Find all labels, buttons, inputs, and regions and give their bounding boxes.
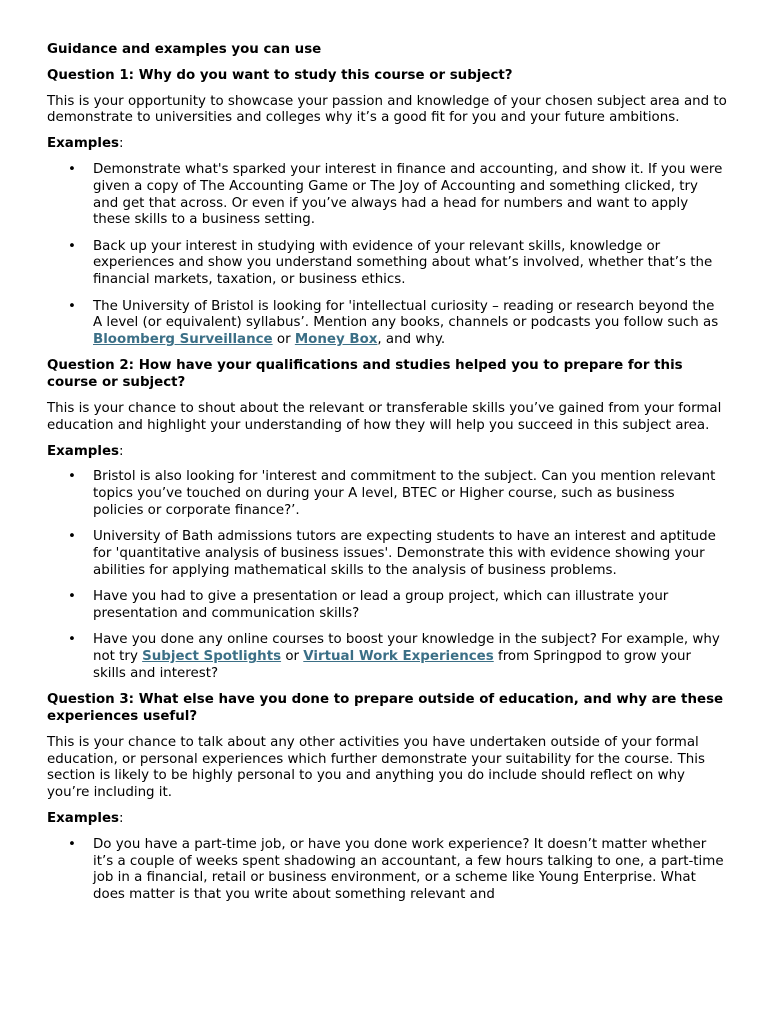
bullet-icon: • bbox=[68, 469, 76, 485]
list-item bbox=[47, 239, 727, 289]
bullet-icon: • bbox=[68, 836, 76, 852]
bloomberg-surveillance-link[interactable]: Bloomberg Surveillance bbox=[93, 332, 273, 348]
examples-label-text: Examples bbox=[47, 810, 120, 826]
money-box-link[interactable]: Money Box bbox=[294, 332, 378, 348]
bullet-icon: • bbox=[68, 161, 76, 177]
bullet-icon: • bbox=[68, 298, 76, 314]
list-item-text: Have you done any online courses to boost your knowledge in the subject? For example, why not try bbox=[93, 632, 720, 665]
list-item-text: The University of Bristol is looking for 'intellectual curiosity – reading or research beyond the A level (or equivalent) syllabus’. Mention any books, channels or podcasts you follow such as bbox=[93, 298, 719, 331]
question-2-intro: This is your chance to shout about the relevant or transferable skills you’ve gained from your formal education and highlight your understanding of how they will help you succeed in this subject area. bbox=[47, 401, 722, 433]
list-item bbox=[47, 589, 727, 623]
examples-label-2 bbox=[47, 444, 727, 461]
question-3-intro: This is your chance to talk about any other activities you have undertaken outside of your formal education, or personal experiences which further demonstrate your suitability for the course. This section is likely to be highly personal to you and anything you do include should reflect on why you’re including it. bbox=[47, 734, 705, 801]
document-body bbox=[47, 42, 727, 913]
examples-colon: : bbox=[119, 443, 124, 459]
list-item-text: or bbox=[272, 332, 295, 348]
list-item-text: or bbox=[281, 649, 304, 665]
question-3-title: Question 3: What else have you done to prepare outside of education, and why are these experiences useful? bbox=[47, 692, 724, 724]
bullet-icon: • bbox=[68, 529, 76, 545]
list-item-text: Back up your interest in studying with evidence of your relevant skills, knowledge or experiences and show you understand something about what’s involved, whether that’s the financial markets, taxation, or business ethics. bbox=[93, 238, 713, 288]
list-item-text: Bristol is also looking for 'interest and commitment to the subject. Can you mention relevant topics you’ve touched on during your A level, BTEC or Higher course, such as business policies or corporate finance?’. bbox=[93, 469, 716, 519]
question-1-title: Question 1: Why do you want to study this course or subject? bbox=[47, 67, 513, 83]
list-item bbox=[47, 632, 727, 682]
question-2-examples-list bbox=[47, 469, 727, 682]
list-item-text: Demonstrate what's sparked your interest in finance and accounting, and show it. If you were given a copy of The Accounting Game or The Joy of Accounting and something clicked, try and get that across. Or even if you’ve always had a head for numbers and want to apply these skills to a business setting. bbox=[93, 161, 723, 228]
question-1-intro: This is your opportunity to showcase your passion and knowledge of your chosen subject area and to demonstrate to universities and colleges why it’s a good fit for you and your future ambitions. bbox=[47, 93, 727, 126]
examples-colon: : bbox=[119, 810, 124, 826]
list-item-text: University of Bath admissions tutors are expecting students to have an interest and aptitude for 'quantitative analysis of business issues'. Demonstrate this with evidence showing your abilities for applying mathematical skills to the analysis of business problems. bbox=[93, 529, 716, 578]
list-item bbox=[47, 529, 727, 579]
examples-label-text: Examples bbox=[47, 443, 120, 459]
subject-spotlights-link[interactable]: Subject Spotlights bbox=[142, 649, 282, 665]
list-item-text: Do you have a part-time job, or have you done work experience? It doesn’t matter whether it’s a couple of weeks spent shadowing an accountant, a few hours talking to one, a part-time job in a financial, retail or business environment, or a scheme like Young Enterprise. What does matter is that you write about something relevant and bbox=[93, 836, 724, 903]
list-item-text: Have you had to give a presentation or lead a group project, which can illustrate your presentation and communication skills? bbox=[93, 589, 669, 622]
examples-colon: : bbox=[119, 136, 124, 152]
examples-label-1 bbox=[47, 136, 727, 153]
bullet-icon: • bbox=[68, 589, 76, 605]
question-2-title: Question 2: How have your qualifications and studies helped you to prepare for this course or subject? bbox=[47, 358, 683, 391]
examples-label-text: Examples bbox=[47, 136, 120, 152]
examples-label-3 bbox=[47, 811, 727, 828]
page-heading: Guidance and examples you can use bbox=[47, 42, 322, 57]
list-item-text: , and why. bbox=[377, 332, 446, 348]
list-item bbox=[47, 162, 727, 229]
bullet-icon: • bbox=[68, 632, 76, 648]
list-item bbox=[47, 469, 727, 519]
virtual-work-experiences-link[interactable]: Virtual Work Experiences bbox=[303, 649, 494, 665]
list-item-text: from Springpod to grow your skills and interest? bbox=[93, 649, 692, 681]
list-item bbox=[47, 299, 727, 349]
question-1-examples-list bbox=[47, 162, 727, 349]
bullet-icon: • bbox=[68, 238, 76, 254]
question-3-examples-list bbox=[47, 837, 727, 904]
list-item bbox=[47, 837, 727, 904]
